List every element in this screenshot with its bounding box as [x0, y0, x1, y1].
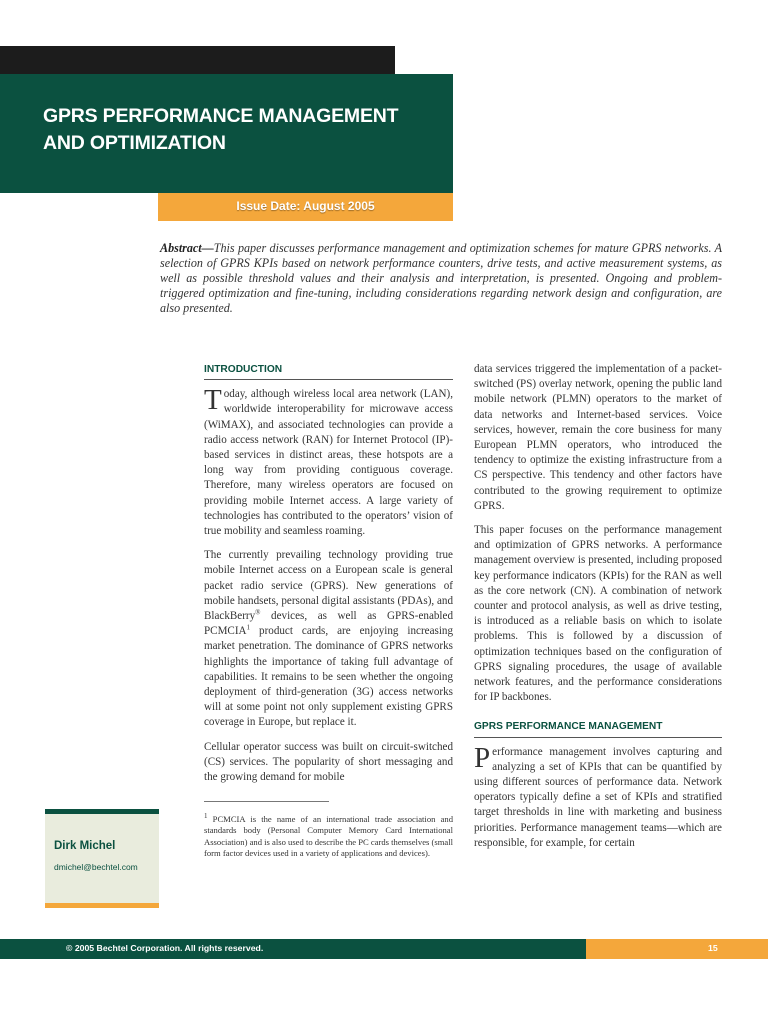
- header-black-bar: [0, 46, 395, 74]
- footnote-marker: 1: [204, 812, 208, 821]
- gprs-pm-paragraph-1: Performance management involves capturing and analyzing a set of KPIs that can be quantified by using different sources of performance data. Network operators typically define a set of KPIs and stratified target thresholds in line with marketing and business priorities. Performance management teams—which are responsible, for example, for certain: [474, 741, 722, 849]
- intro-paragraph-3: Cellular operator success was built on circuit-switched (CS) services. The popularity of short messaging and the growing demand for mobile: [204, 740, 453, 784]
- abstract-label: Abstract—: [160, 241, 214, 255]
- page-title: GPRS PERFORMANCE MANAGEMENT AND OPTIMIZATION: [43, 105, 399, 154]
- intro-paragraph-1: Today, although wireless local area network (LAN), worldwide interoperability for microwave access (WiMAX), and associated technologies can provide a radio access network (RAN) for Internet Protocol (IP)-based services in distinct areas, these hotspots are a long way from providing contiguous coverage. Therefore, many wireless operators are focused on providing mobile Internet access. A large variety of technologies has contributed to the operators’ vision of true mobility and seamless roaming.: [204, 384, 453, 538]
- issue-date: Issue Date: August 2005: [236, 199, 375, 213]
- abstract-text: This paper discusses performance management and optimization schemes for mature GPRS networks. A selection of GPRS KPIs based on network performance counters, drive tests, and active measurement systems, as well as possible threshold values and their analysis and interpretation, is presented. Ongoing and problem-triggered optimization and fine-tuning, including considerations regarding network design and configuration, are also presented.: [160, 241, 722, 315]
- author-box-bottom-bar: [45, 903, 159, 908]
- footer-copyright: © 2005 Bechtel Corporation. All rights reserved.: [66, 943, 264, 953]
- author-email: dmichel@bechtel.com: [54, 862, 138, 872]
- section-heading-gprs-performance-management: GPRS PERFORMANCE MANAGEMENT: [474, 719, 722, 737]
- abstract: [160, 241, 722, 316]
- intro-paragraph-2: The currently prevailing technology providing true mobile Internet access on a European scale is general packet radio service (GPRS). New generations of mobile handsets, personal digital assistants (PDAs), and BlackBerry® devices, as well as GPRS-enabled PCMCIA$^1$ product cards, are enjoying increasing market penetration. The dominance of GPRS networks highlights the importance of taking full advantage of capabilities. It remains to be seen whether the ongoing deployment of third-generation (3G) access networks will at some point not only supplement existing GPRS coverage in Europe, but replace it.: [204, 549, 453, 729]
- footer-page-bar: [586, 939, 768, 959]
- footnote-ref: 1: [246, 623, 251, 632]
- drop-cap: T: [204, 384, 222, 417]
- section-heading-introduction: INTRODUCTION: [204, 362, 453, 380]
- author-name: Dirk Michel: [54, 840, 116, 852]
- footnote-divider: [204, 801, 329, 802]
- author-box: [45, 814, 159, 903]
- left-column: [204, 362, 453, 859]
- page-number: 15: [708, 943, 718, 953]
- drop-cap: P: [474, 741, 491, 774]
- right-column: [474, 362, 722, 860]
- footnote: $^1$ PCMCIA is the name of an international trade association and standards body (Personal Computer Memory Card International Association) and is also used to describe the PC cards themselves (small form factor devices used in a variety of applications and devices).: [204, 812, 453, 858]
- intro-paragraph-5: This paper focuses on the performance management and optimization of GPRS networks. A performance management overview is presented, including proposed key performance indicators (KPIs) for the RAN as well as the core network (CN). A combination of network counter and protocol analysis, as well as drive testing, is introduced as a reliable basis on which to isolate problems. This is followed by a discussion of optimization techniques based on the configuration of GPRS signaling procedures, the usage of available network features, and the performance considerations for IP backbones.: [474, 524, 722, 704]
- intro-paragraph-4: data services triggered the implementation of a packet-switched (PS) overlay network, opening the public land mobile network (PLMN) operators to the market of data networks and Internet-based services. Voice services, however, remain the core business for many European PLMN operators, who introduced the tendency to optimize the existing infrastructure from a CS perspective. This tendency and other factors have contributed to the growing requirement to optimize GPRS.: [474, 363, 722, 512]
